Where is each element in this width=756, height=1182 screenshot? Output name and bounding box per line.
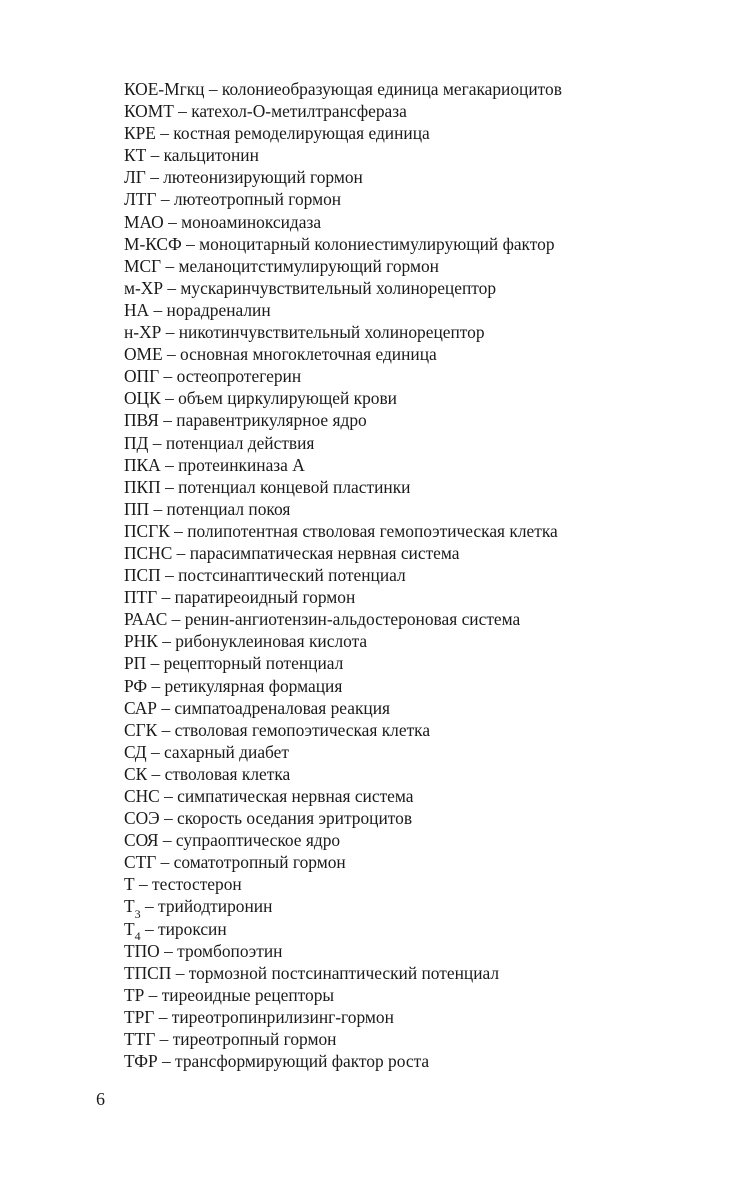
abbreviation-separator: – xyxy=(157,587,175,608)
abbreviation-definition: рецепторный потенциал xyxy=(163,653,344,674)
abbreviation-entry xyxy=(124,542,562,564)
abbreviation-definition: тиреотропинрилизинг-гормон xyxy=(171,1006,394,1027)
abbreviation-definition: соматотропный гормон xyxy=(173,852,346,873)
abbreviation-term: ЛТГ xyxy=(124,189,157,210)
abbreviation-term: ОПГ xyxy=(124,366,160,387)
abbreviation-entry xyxy=(124,1028,562,1050)
abbreviation-definition: симпатоадреналовая реакция xyxy=(174,697,391,718)
abbreviation-entry xyxy=(124,78,562,100)
abbreviation-entry xyxy=(124,564,562,586)
abbreviation-definition: паравентрикулярное ядро xyxy=(176,410,367,431)
abbreviation-entry xyxy=(124,432,562,454)
abbreviation-term: ПТГ xyxy=(124,587,158,608)
abbreviation-term: СГК xyxy=(124,719,158,740)
abbreviation-separator: – xyxy=(146,653,164,674)
abbreviation-definition: потенциал концевой пластинки xyxy=(178,476,411,497)
abbreviation-definition: норадреналин xyxy=(166,299,271,320)
abbreviation-separator: – xyxy=(140,918,159,939)
abbreviation-separator: – xyxy=(156,852,174,873)
abbreviation-term: ЛГ xyxy=(124,167,146,188)
abbreviation-definition: колониеобразующая единица мегакариоцитов xyxy=(221,79,562,99)
abbreviation-term: ОЦК xyxy=(124,388,161,409)
abbreviation-term: СНС xyxy=(124,786,160,806)
abbreviation-term: ПД xyxy=(124,432,149,453)
abbreviation-separator: – xyxy=(160,565,179,586)
abbreviation-separator: – xyxy=(172,542,190,563)
abbreviation-definition: симпатическая нервная система xyxy=(177,786,414,806)
abbreviation-term: РФ xyxy=(124,675,148,696)
abbreviation-definition: потенциал действия xyxy=(165,432,315,453)
abbreviation-term: СОЯ xyxy=(124,830,159,851)
abbreviation-entry xyxy=(124,409,562,431)
abbreviation-entry xyxy=(124,630,562,652)
abbreviation-definition: тиреотропный гормон xyxy=(172,1029,337,1050)
abbreviation-definition: тормозной постсинаптический потенциал xyxy=(188,962,500,983)
abbreviation-separator: – xyxy=(160,388,179,409)
abbreviation-term: ТТГ xyxy=(124,1029,156,1050)
abbreviation-definition: тироксин xyxy=(158,918,227,939)
abbreviation-entry xyxy=(124,321,562,343)
abbreviation-entry xyxy=(124,387,562,409)
abbreviation-term: НА xyxy=(124,299,150,320)
abbreviation-separator: – xyxy=(157,631,176,652)
abbreviation-separator: – xyxy=(156,189,174,210)
abbreviation-entry xyxy=(124,873,562,895)
abbreviation-separator: – xyxy=(147,675,165,696)
abbreviation-definition: тестостерон xyxy=(152,874,242,895)
abbreviation-separator: – xyxy=(167,609,185,630)
abbreviation-term: ПП xyxy=(124,498,150,519)
abbreviation-definition: супраоптическое ядро xyxy=(175,830,341,851)
abbreviation-separator: – xyxy=(140,896,159,917)
abbreviation-term: РП xyxy=(124,653,147,674)
abbreviation-entry xyxy=(124,940,562,962)
abbreviation-separator: – xyxy=(155,1029,173,1050)
abbreviation-separator: – xyxy=(148,432,166,453)
abbreviation-term: КТ xyxy=(124,145,147,166)
abbreviation-subscript: 4 xyxy=(134,929,141,944)
abbreviation-separator: – xyxy=(159,808,178,829)
abbreviation-definition: парасимпатическая нервная система xyxy=(189,542,460,563)
abbreviation-entry xyxy=(124,476,562,498)
abbreviation-term: ПСНС xyxy=(124,542,173,563)
abbreviation-separator: – xyxy=(162,344,181,365)
abbreviation-term: ТФР xyxy=(124,1051,158,1072)
abbreviation-term: Т xyxy=(124,874,135,895)
abbreviation-term: КРЕ xyxy=(124,123,156,144)
abbreviation-definition: потенциал покоя xyxy=(166,498,291,519)
abbreviation-term: РНК xyxy=(124,631,158,652)
abbreviation-entry xyxy=(124,144,562,166)
abbreviation-term: МСГ xyxy=(124,255,162,276)
abbreviation-entry xyxy=(124,343,562,365)
abbreviation-definition: никотинчувствительный холинорецептор xyxy=(178,322,485,343)
abbreviation-entry xyxy=(124,365,562,387)
abbreviation-definition: сахарный диабет xyxy=(164,741,289,762)
abbreviation-separator: – xyxy=(204,79,222,99)
abbreviation-separator: – xyxy=(159,366,177,387)
abbreviation-list xyxy=(124,78,562,1072)
abbreviation-entry xyxy=(124,454,562,476)
abbreviation-separator: – xyxy=(158,410,177,431)
abbreviation-term: ТР xyxy=(124,984,145,1005)
abbreviation-definition: кальцитонин xyxy=(163,145,259,166)
abbreviation-definition: полипотентная стволовая гемопоэтическая клетка xyxy=(187,520,558,541)
abbreviation-entry xyxy=(124,166,562,188)
abbreviation-separator: – xyxy=(147,763,165,784)
abbreviation-definition: трансформирующий фактор роста xyxy=(175,1051,430,1072)
abbreviation-definition: моноцитарный колониестимулирующий фактор xyxy=(199,233,555,254)
abbreviation-term: СД xyxy=(124,741,147,762)
abbreviation-definition: остеопротегерин xyxy=(176,366,302,387)
abbreviation-entry xyxy=(124,211,562,233)
abbreviation-term: ТПО xyxy=(124,940,160,961)
abbreviation-definition: основная многоклеточная единица xyxy=(180,344,437,365)
abbreviation-separator: – xyxy=(134,874,153,895)
abbreviation-term: Т xyxy=(124,918,135,939)
abbreviation-separator: – xyxy=(149,498,167,519)
abbreviation-term: САР xyxy=(124,697,157,718)
abbreviation-separator: – xyxy=(158,830,176,851)
abbreviation-entry xyxy=(124,498,562,520)
abbreviation-term: ПКП xyxy=(124,476,161,497)
abbreviation-term: СОЭ xyxy=(124,808,160,829)
abbreviation-definition: постсинаптический потенциал xyxy=(178,565,406,586)
abbreviation-entry xyxy=(124,277,562,299)
abbreviation-separator: – xyxy=(156,697,175,718)
abbreviation-entry xyxy=(124,233,562,255)
abbreviation-definition: меланоцитстимулирующий гормон xyxy=(178,255,439,276)
abbreviation-separator: – xyxy=(171,962,189,983)
abbreviation-definition: тиреоидные рецепторы xyxy=(161,984,335,1005)
abbreviation-definition: лютеотропный гормон xyxy=(173,189,342,210)
abbreviation-definition: моноаминоксидаза xyxy=(181,211,322,232)
abbreviation-separator: – xyxy=(160,476,179,497)
abbreviation-subscript: 3 xyxy=(134,906,141,921)
abbreviation-term: КОЕ-Мгкц xyxy=(124,79,205,99)
abbreviation-separator: – xyxy=(145,167,164,188)
abbreviation-term: ПСГК xyxy=(124,520,170,541)
abbreviation-separator: – xyxy=(161,255,179,276)
abbreviation-term: м-ХР xyxy=(124,277,164,298)
abbreviation-term: ПВЯ xyxy=(124,410,159,431)
abbreviation-definition: мускаринчувствительный холинорецептор xyxy=(180,277,497,298)
abbreviation-term: н-ХР xyxy=(124,322,162,343)
abbreviation-term: М-КСФ xyxy=(124,233,182,254)
abbreviation-definition: тромбопоэтин xyxy=(177,940,283,961)
abbreviation-separator: – xyxy=(149,299,167,320)
abbreviation-separator: – xyxy=(159,940,178,961)
abbreviation-term: МАО xyxy=(124,211,164,232)
abbreviation-separator: – xyxy=(157,719,175,740)
abbreviation-definition: костная ремоделирующая единица xyxy=(173,123,430,144)
abbreviation-entry xyxy=(124,675,562,697)
abbreviation-entry xyxy=(124,188,562,210)
abbreviation-separator: – xyxy=(169,520,188,541)
abbreviation-term: ПСП xyxy=(124,565,161,586)
abbreviation-separator: – xyxy=(155,123,174,144)
abbreviation-entry xyxy=(124,652,562,674)
abbreviation-separator: – xyxy=(146,741,164,762)
abbreviation-entry xyxy=(124,984,562,1006)
abbreviation-separator: – xyxy=(163,211,182,232)
abbreviation-entry xyxy=(124,763,562,785)
abbreviation-term: ПКА xyxy=(124,454,161,475)
abbreviation-separator: – xyxy=(161,322,179,343)
abbreviation-definition: ренин-ангиотензин-альдостероновая система xyxy=(184,609,521,630)
abbreviation-definition: ретикулярная формация xyxy=(164,675,343,696)
abbreviation-entry xyxy=(124,122,562,144)
abbreviation-entry xyxy=(124,586,562,608)
abbreviation-separator: – xyxy=(159,786,178,806)
abbreviation-entry xyxy=(124,697,562,719)
abbreviation-term: ТПСП xyxy=(124,962,172,983)
abbreviation-entry xyxy=(124,895,562,921)
abbreviation-entry xyxy=(124,719,562,741)
abbreviation-entry xyxy=(124,520,562,542)
abbreviation-entry xyxy=(124,1050,562,1072)
abbreviation-separator: – xyxy=(173,101,192,122)
abbreviation-entry xyxy=(124,807,562,829)
abbreviation-term: ОМЕ xyxy=(124,344,163,365)
abbreviation-term: СТГ xyxy=(124,852,157,873)
abbreviation-entry xyxy=(124,741,562,763)
abbreviation-entry xyxy=(124,1006,562,1028)
abbreviation-definition: стволовая гемопоэтическая клетка xyxy=(174,719,431,740)
abbreviation-definition: объем циркулирующей крови xyxy=(178,388,397,409)
abbreviation-entry xyxy=(124,608,562,630)
abbreviation-definition: стволовая клетка xyxy=(164,763,291,784)
abbreviation-entry xyxy=(124,918,562,944)
abbreviation-separator: – xyxy=(181,233,200,254)
abbreviation-definition: паратиреоидный гормон xyxy=(174,587,356,608)
abbreviation-term: СК xyxy=(124,763,148,784)
abbreviation-definition: скорость оседания эритроцитов xyxy=(177,808,413,829)
abbreviation-separator: – xyxy=(157,1051,176,1072)
abbreviation-definition: лютеонизирующий гормон xyxy=(163,167,363,188)
abbreviation-term: КОМТ xyxy=(124,101,174,122)
abbreviation-entry xyxy=(124,299,562,321)
abbreviation-entry xyxy=(124,100,562,122)
page-number: 6 xyxy=(96,1089,105,1109)
abbreviation-entry xyxy=(124,851,562,873)
abbreviation-term: РААС xyxy=(124,609,168,630)
abbreviation-separator: – xyxy=(163,277,181,298)
abbreviation-definition: рибонуклеиновая кислота xyxy=(175,631,368,652)
abbreviation-separator: – xyxy=(160,454,179,475)
abbreviation-entry xyxy=(124,255,562,277)
abbreviation-separator: – xyxy=(146,145,164,166)
abbreviation-entry xyxy=(124,785,562,807)
abbreviation-entry xyxy=(124,829,562,851)
abbreviation-separator: – xyxy=(144,984,162,1005)
abbreviation-definition: катехол-О-метилтрансфераза xyxy=(191,101,407,122)
abbreviation-term: ТРГ xyxy=(124,1006,155,1027)
abbreviation-definition: трийодтиронин xyxy=(158,896,273,917)
abbreviation-separator: – xyxy=(154,1006,172,1027)
abbreviation-definition: протеинкиназа А xyxy=(178,454,305,475)
abbreviation-entry xyxy=(124,962,562,984)
abbreviation-term: Т xyxy=(124,896,135,917)
